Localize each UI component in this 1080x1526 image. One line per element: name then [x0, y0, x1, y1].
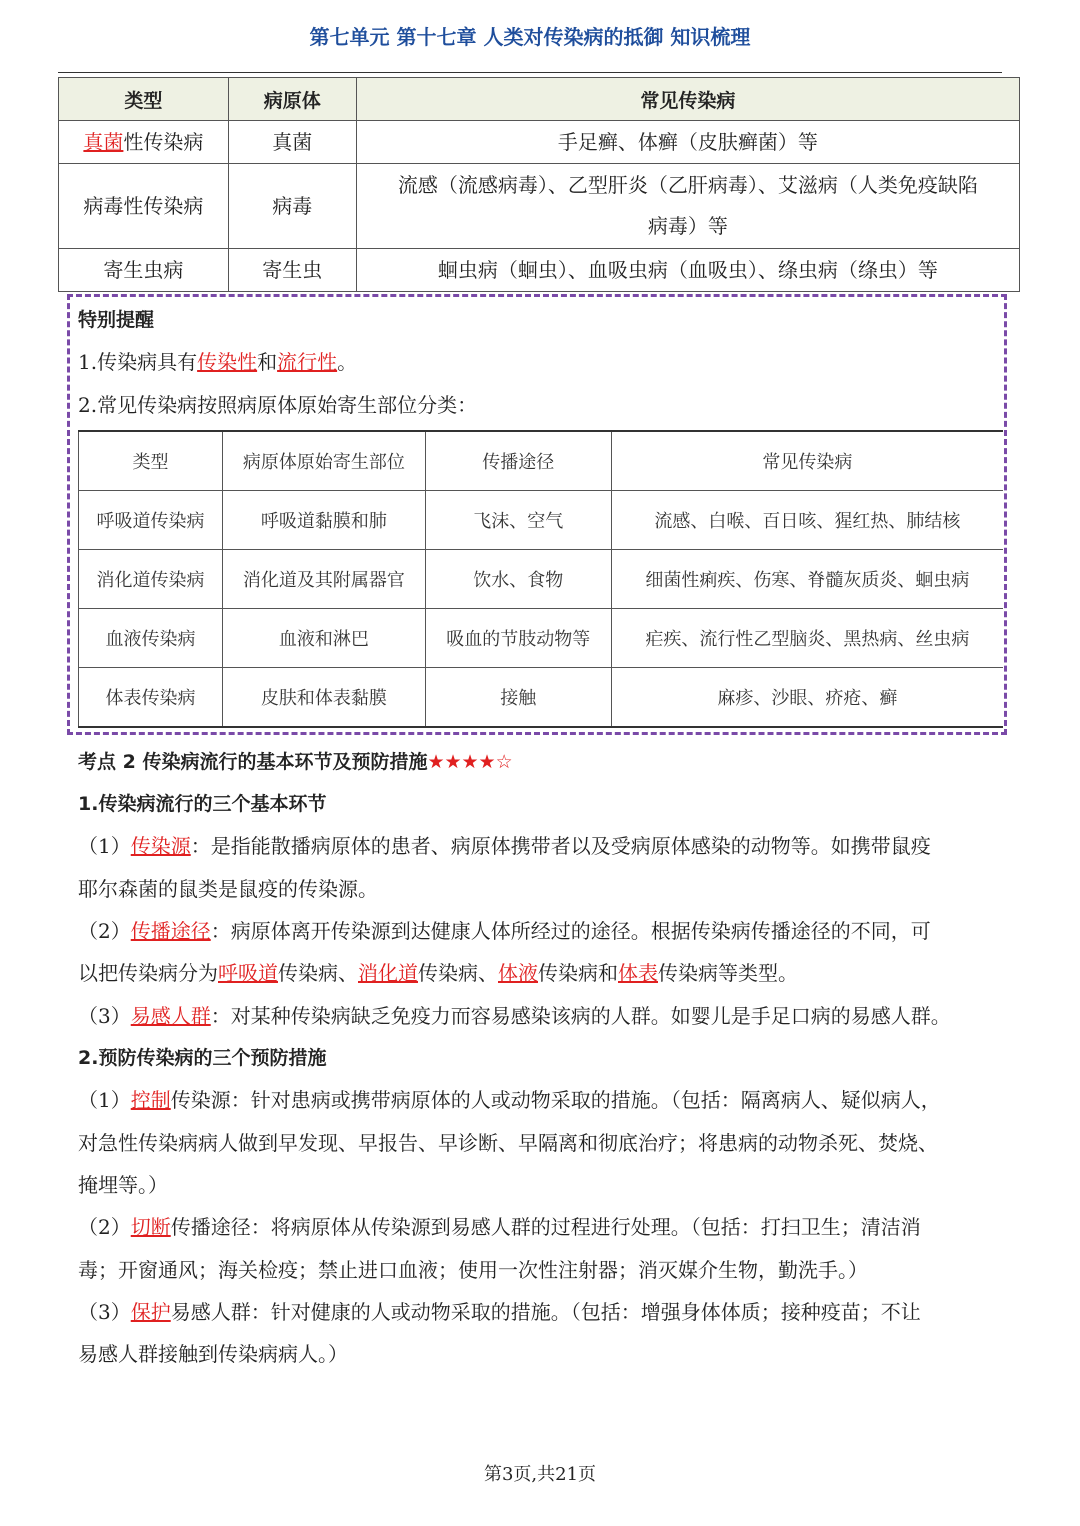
- table-cell: 血液和淋巴: [222, 609, 425, 668]
- table-row: [79, 609, 1004, 668]
- table-row: [79, 668, 1004, 728]
- table-cell: [356, 164, 1019, 249]
- table-cell-line: 流感（流感病毒）、乙型肝炎（乙肝病毒）、艾滋病（人类免疫缺陷: [397, 173, 978, 197]
- transmission-table: [78, 430, 1003, 728]
- table-header-cell: 类型: [79, 431, 223, 491]
- highlight-term: 消化道: [358, 961, 418, 985]
- highlight-term: 体表: [618, 961, 658, 985]
- paragraph-line: [78, 1002, 951, 1030]
- table-cell: 寄生虫: [228, 249, 356, 292]
- paragraph-line: 毒；开窗通风；海关检疫；禁止进口血液；使用一次性注射器；消灭媒介生物，勤洗手。）: [78, 1258, 868, 1282]
- highlight-term: 流行性: [277, 350, 338, 374]
- text: 以把传染病分为: [78, 961, 218, 985]
- text: ：对某种传染病缺乏免疫力而容易感染该病的人群。如婴儿是手足口病的易感人群。: [210, 1004, 951, 1028]
- paragraph-line: 耶尔森菌的鼠类是鼠疫的传染源。: [78, 877, 378, 901]
- table-cell: 消化道传染病: [79, 550, 223, 609]
- table-header-cell: 常见传染病: [356, 78, 1019, 121]
- paragraph-line: [78, 1213, 921, 1241]
- reminder-line-1: [78, 348, 357, 376]
- highlight-term: 传染源: [130, 834, 191, 858]
- table-cell: 呼吸道传染病: [79, 491, 223, 550]
- text: ：是指能散播病原体的患者、病原体携带者以及受病原体感染的动物等。如携带鼠疫: [190, 834, 931, 858]
- table-header-cell: 传播途径: [425, 431, 611, 491]
- page-header: 第七单元 第十七章 人类对传染病的抵御 知识梳理: [309, 25, 751, 49]
- table-cell: 流感、白喉、百日咳、猩红热、肺结核: [611, 491, 1003, 550]
- table-row: [59, 164, 1020, 249]
- pathogen-table: [58, 77, 1020, 292]
- text: （3）: [78, 1004, 131, 1028]
- table-cell-text: 性传染病: [123, 130, 204, 154]
- section-title: [78, 748, 513, 776]
- table-cell-line: 病毒）等: [647, 214, 728, 238]
- table-cell: 蛔虫病（蛔虫）、血吸虫病（血吸虫）、绦虫病（绦虫）等: [356, 249, 1019, 292]
- text: 易感人群：针对健康的人或动物采取的措施。（包括：增强身体体质；接种疫苗；不让: [170, 1300, 921, 1324]
- table-header-cell: 类型: [59, 78, 229, 121]
- highlight-term: 体液: [498, 961, 538, 985]
- paragraph-line: [78, 832, 931, 860]
- text: 传染病和: [538, 961, 618, 985]
- highlight-term: 传播途径: [130, 919, 211, 943]
- subsection-title: 1.传染病流行的三个基本环节: [78, 793, 327, 815]
- table-cell: 飞沫、空气: [425, 491, 611, 550]
- paragraph-line: [78, 1086, 941, 1114]
- table-cell: 消化道及其附属器官: [222, 550, 425, 609]
- table-header-cell: 病原体: [228, 78, 356, 121]
- table-cell: 手足癣、体癣（皮肤癣菌）等: [356, 121, 1019, 164]
- table-row: [59, 249, 1020, 292]
- text: （1）: [78, 1088, 131, 1112]
- highlight-term: 传染性: [197, 350, 258, 374]
- text: 传染病等类型。: [658, 961, 798, 985]
- table-row: [79, 491, 1004, 550]
- table-cell: 病毒性传染病: [59, 164, 229, 249]
- paragraph-line: [78, 1298, 921, 1326]
- highlight-term: 保护: [130, 1300, 171, 1324]
- highlight-term: 呼吸道: [218, 961, 278, 985]
- table-cell: 疟疾、流行性乙型脑炎、黑热病、丝虫病: [611, 609, 1003, 668]
- table-cell: [59, 121, 229, 164]
- text: 传染病、: [418, 961, 498, 985]
- section-title-text: 考点 2 传染病流行的基本环节及预防措施: [78, 751, 428, 773]
- table-cell: 皮肤和体表黏膜: [222, 668, 425, 728]
- text: 。: [337, 350, 358, 374]
- table-cell: 饮水、食物: [425, 550, 611, 609]
- table-cell: 血液传染病: [79, 609, 223, 668]
- table-cell: 吸血的节肢动物等: [425, 609, 611, 668]
- paragraph-line: 易感人群接触到传染病病人。）: [78, 1342, 348, 1366]
- highlight-term: 真菌: [83, 130, 124, 154]
- text: 和: [257, 350, 278, 374]
- star-rating: ★★★★☆: [427, 751, 513, 773]
- text: （3）: [78, 1300, 131, 1324]
- table-row: [79, 550, 1004, 609]
- table-cell: 寄生虫病: [59, 249, 229, 292]
- table-cell: 细菌性痢疾、伤寒、脊髓灰质炎、蛔虫病: [611, 550, 1003, 609]
- text: （2）: [78, 919, 131, 943]
- text: 传染源：针对患病或携带病原体的人或动物采取的措施。（包括：隔离病人、疑似病人，: [170, 1088, 941, 1112]
- paragraph-line: [78, 959, 798, 987]
- table-cell: 麻疹、沙眼、疥疮、癣: [611, 668, 1003, 728]
- table-header-cell: 病原体原始寄生部位: [222, 431, 425, 491]
- table-header-cell: 常见传染病: [611, 431, 1003, 491]
- text: ：病原体离开传染源到达健康人体所经过的途径。根据传染病传播途径的不同，可: [210, 919, 931, 943]
- header-divider: [58, 72, 1002, 73]
- table-cell: 接触: [425, 668, 611, 728]
- paragraph-line: 掩埋等。）: [78, 1173, 168, 1197]
- table-header-row: [59, 78, 1020, 121]
- table-header-row: [79, 431, 1004, 491]
- highlight-term: 易感人群: [130, 1004, 211, 1028]
- table-row: [59, 121, 1020, 164]
- subsection-title: 2.预防传染病的三个预防措施: [78, 1047, 327, 1069]
- table-cell: 真菌: [228, 121, 356, 164]
- highlight-term: 控制: [130, 1088, 171, 1112]
- reminder-title: 特别提醒: [78, 309, 155, 331]
- highlight-term: 切断: [130, 1215, 171, 1239]
- table-cell: 体表传染病: [79, 668, 223, 728]
- paragraph-line: 对急性传染病病人做到早发现、早报告、早诊断、早隔离和彻底治疗；将患病的动物杀死、焚烧、: [78, 1131, 938, 1155]
- text: 1.传染病具有: [78, 350, 198, 374]
- table-cell: 呼吸道黏膜和肺: [222, 491, 425, 550]
- text: 传播途径：将病原体从传染源到易感人群的过程进行处理。（包括：打扫卫生；清洁消: [170, 1215, 921, 1239]
- page-number: 第3页,共21页: [483, 1464, 597, 1485]
- table-cell: 病毒: [228, 164, 356, 249]
- reminder-line-2: 2.常见传染病按照病原体原始寄生部位分类：: [78, 393, 478, 417]
- text: （1）: [78, 834, 131, 858]
- text: 传染病、: [278, 961, 358, 985]
- paragraph-line: [78, 917, 931, 945]
- text: （2）: [78, 1215, 131, 1239]
